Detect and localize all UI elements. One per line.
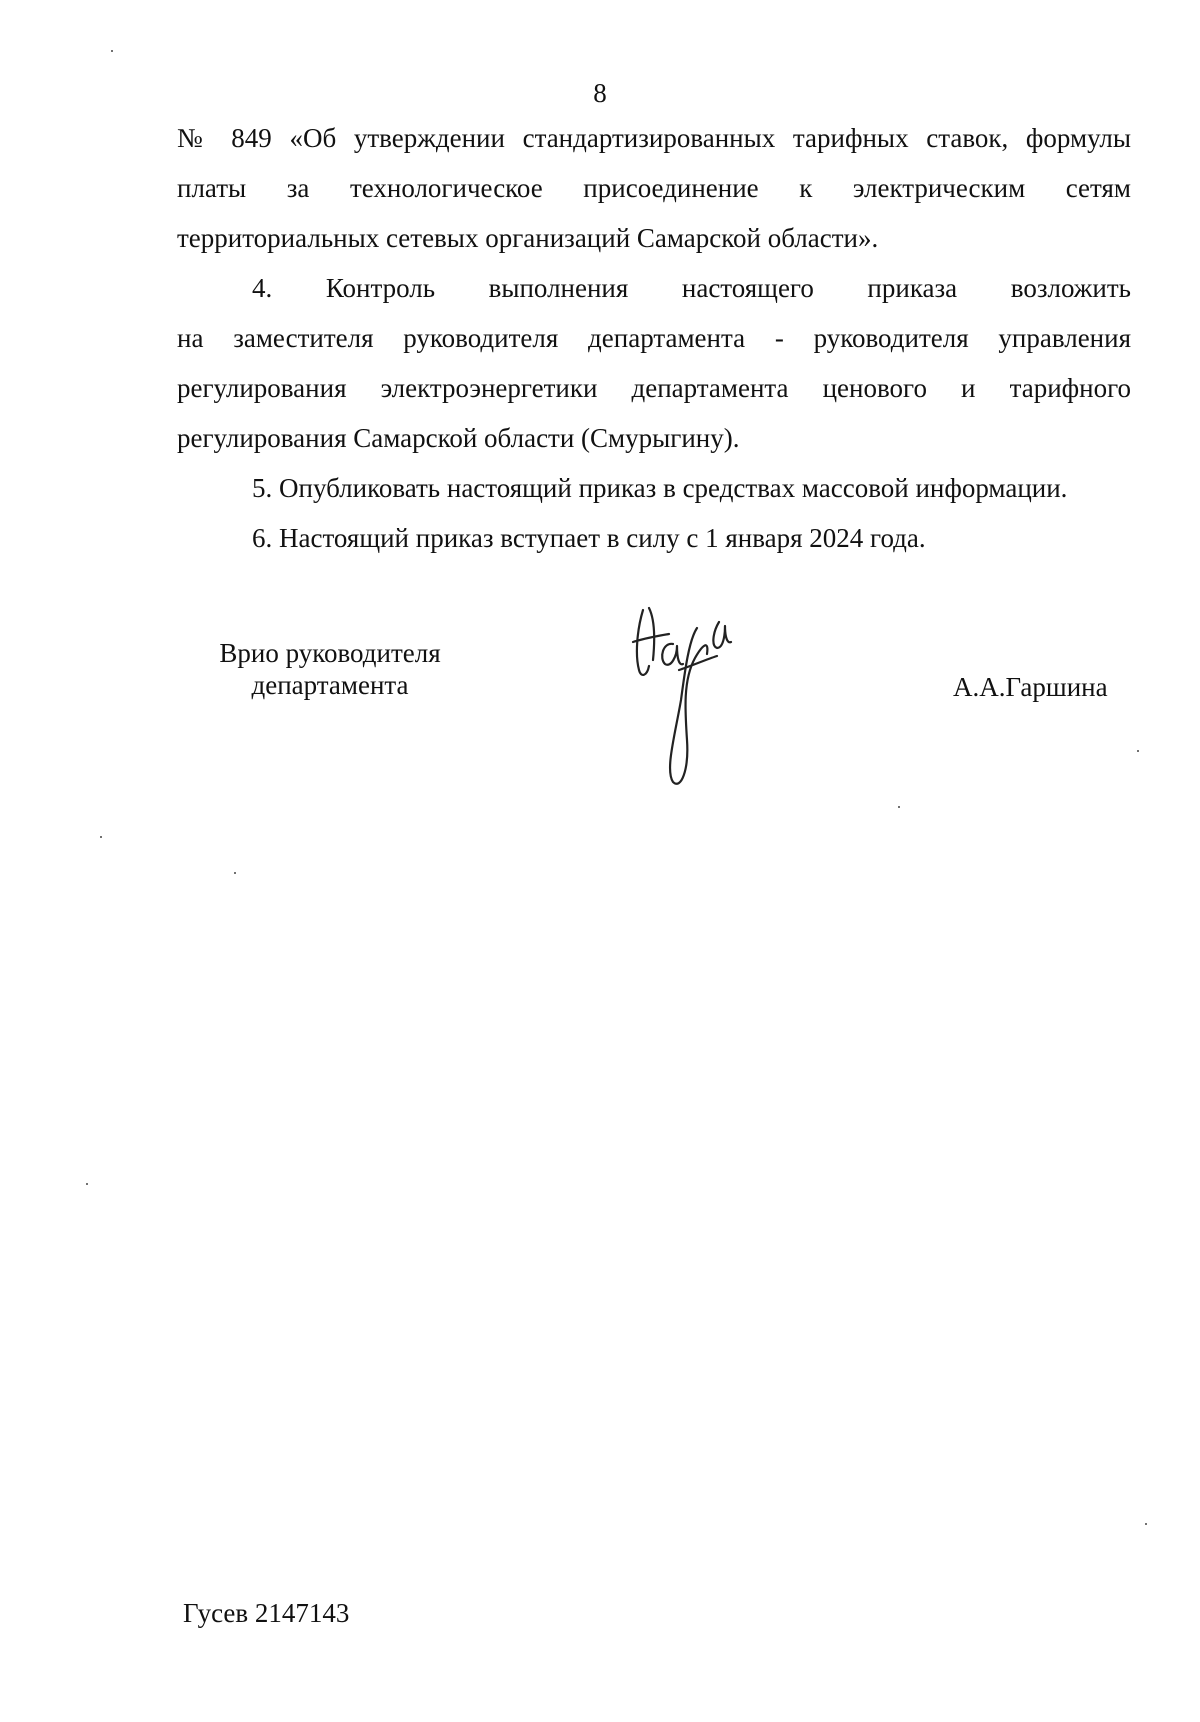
paragraph-4-line-1: 4. Контроль выполнения настоящего приказа возложить [252,273,1131,303]
paragraph-4-line-2: на заместителя руководителя департамента - руководителя управления [177,323,1131,353]
signatory-name: А.А.Гаршина [953,672,1108,702]
paragraph-1-line-1: № 849 «Об утверждении стандартизированных тарифных ставок, формулы [177,123,1131,153]
paragraph-1-line-2: платы за технологическое присоединение к электрическим сетям [177,173,1131,203]
paragraph-4-line-3: регулирования электроэнергетики департамента ценового и тарифного [177,373,1131,403]
handwritten-signature [625,600,745,800]
scan-speck [234,872,236,874]
scan-speck [86,1183,88,1185]
paragraph-4-line-4: регулирования Самарской области (Смурыгину). [177,423,740,453]
scan-speck [1137,750,1139,752]
signatory-position-line-2: департамента [251,670,409,700]
scan-speck [1145,1523,1147,1525]
paragraph-5: 5. Опубликовать настоящий приказ в средствах массовой информации. [252,473,1068,503]
executor-line: Гусев 2147143 [183,1598,350,1628]
page-number: 8 [593,78,607,108]
paragraph-6: 6. Настоящий приказ вступает в силу с 1 января 2024 года. [252,523,926,553]
scan-speck [111,50,113,52]
scan-speck [100,836,102,838]
signatory-position [210,637,450,701]
paragraph-1-line-3: территориальных сетевых организаций Самарской области». [177,223,879,253]
scan-speck [898,806,900,808]
signatory-position-line-1: Врио руководителя [219,638,441,668]
